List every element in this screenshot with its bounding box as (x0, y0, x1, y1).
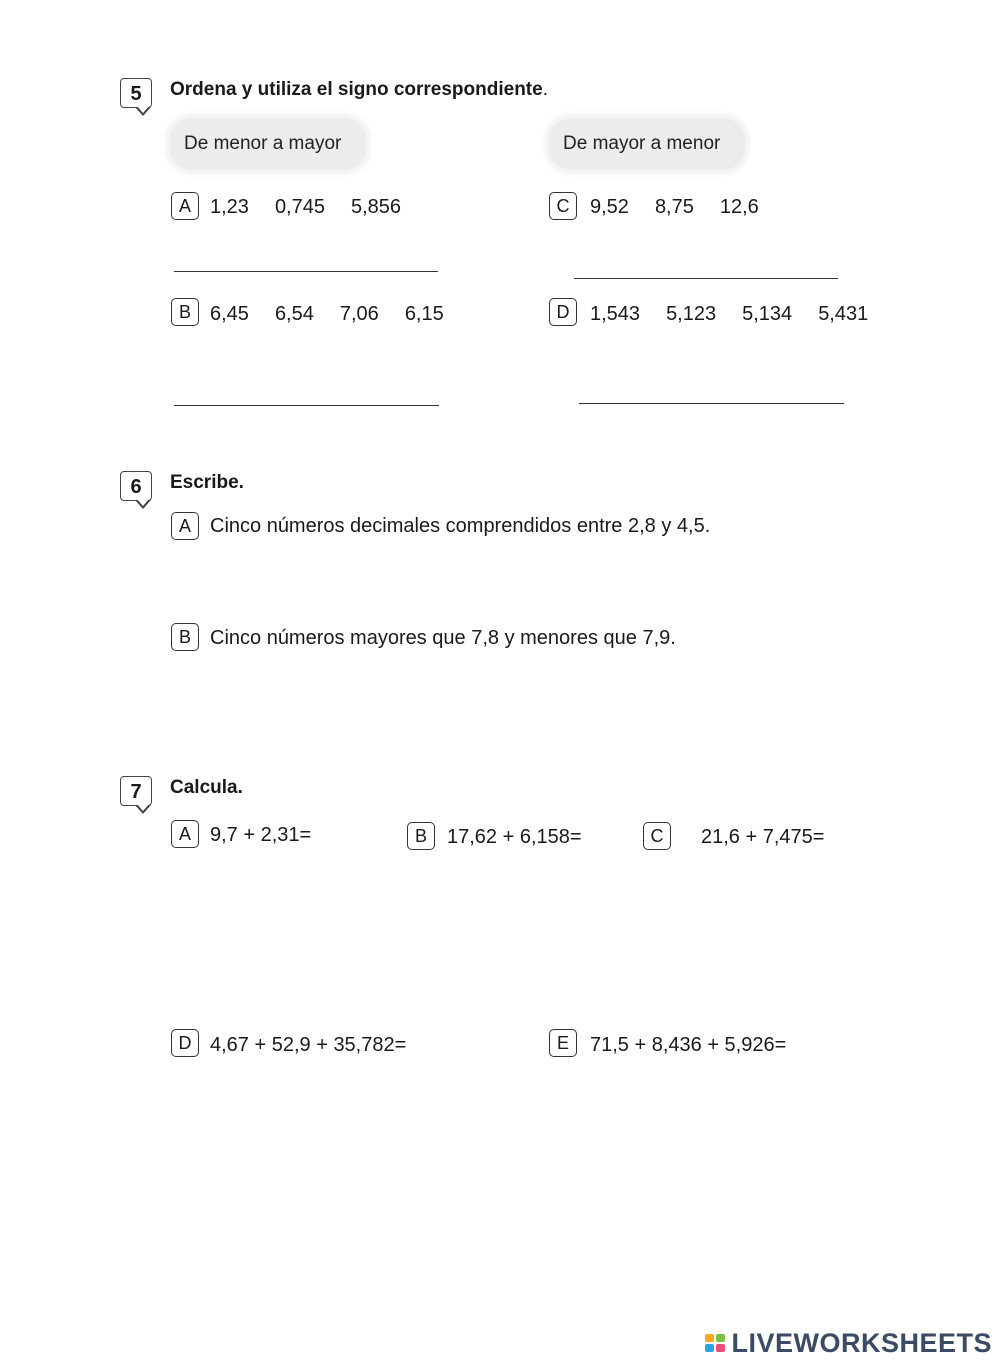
exercise-7-number: 7 (120, 776, 152, 806)
item-text-6a: Cinco números decimales comprendidos entre 2,8 y 4,5. (210, 515, 711, 537)
logo-square (705, 1334, 714, 1342)
item-values-5a (210, 196, 427, 219)
item-letter-5a: A (171, 192, 199, 220)
item-text-7d: 4,67 + 52,9 + 35,782= (210, 1034, 407, 1056)
logo-square (716, 1334, 725, 1342)
item-letter-5b: B (171, 298, 199, 326)
logo-square (716, 1344, 725, 1352)
item-letter-7a: A (171, 820, 199, 848)
exercise-5-title-text: Ordena y utiliza el signo correspondiente (170, 79, 543, 100)
item-text-7a: 9,7 + 2,31= (210, 824, 312, 846)
item-text-6b: Cinco números mayores que 7,8 y menores que 7,9. (210, 627, 676, 649)
item-letter-5c: C (549, 192, 577, 220)
answer-line-5c[interactable] (574, 278, 838, 279)
exercise-5-title-period: . (542, 79, 548, 100)
item-values-5b (210, 303, 470, 326)
value: 12,6 (719, 196, 759, 218)
answer-line-5a[interactable] (174, 271, 438, 272)
item-letter-6b: B (171, 623, 199, 651)
value: 8,75 (654, 196, 694, 218)
exercise-5-title (170, 79, 548, 101)
answer-line-5b[interactable] (174, 405, 439, 406)
value: 1,23 (210, 196, 249, 218)
item-letter-6a: A (171, 512, 199, 540)
exercise-6-title: Escribe. (170, 472, 244, 493)
value: 9,52 (590, 196, 629, 218)
item-values-5c (590, 196, 785, 219)
value: 6,15 (404, 303, 444, 325)
item-text-7b: 17,62 + 6,158= (447, 826, 582, 848)
item-letter-5d: D (549, 298, 577, 326)
value: 5,134 (742, 303, 793, 325)
liveworksheets-logo (705, 1328, 992, 1358)
value: 5,431 (818, 303, 869, 325)
item-text-7e: 71,5 + 8,436 + 5,926= (590, 1034, 787, 1056)
value: 1,543 (590, 303, 641, 325)
item-letter-7d: D (171, 1029, 199, 1057)
answer-line-5d[interactable] (579, 403, 844, 404)
item-letter-7c: C (643, 822, 671, 850)
item-letter-7e: E (549, 1029, 577, 1057)
value: 0,745 (274, 196, 325, 218)
value: 6,45 (210, 303, 249, 325)
exercise-6-number: 6 (120, 471, 152, 501)
cloud-label-descending: De mayor a menor (549, 118, 745, 170)
cloud-label-ascending: De menor a mayor (170, 118, 366, 170)
item-text-7c: 21,6 + 7,475= (701, 826, 825, 848)
exercise-5-number: 5 (120, 78, 152, 108)
logo-text: LIVEWORKSHEETS (731, 1327, 992, 1358)
logo-mark-icon (705, 1334, 725, 1352)
exercise-7-title: Calcula. (170, 777, 243, 798)
item-values-5d (590, 303, 868, 326)
logo-square (705, 1344, 714, 1352)
item-letter-7b: B (407, 822, 435, 850)
value: 7,06 (339, 303, 379, 325)
value: 6,54 (274, 303, 314, 325)
value: 5,123 (666, 303, 717, 325)
value: 5,856 (351, 196, 402, 218)
